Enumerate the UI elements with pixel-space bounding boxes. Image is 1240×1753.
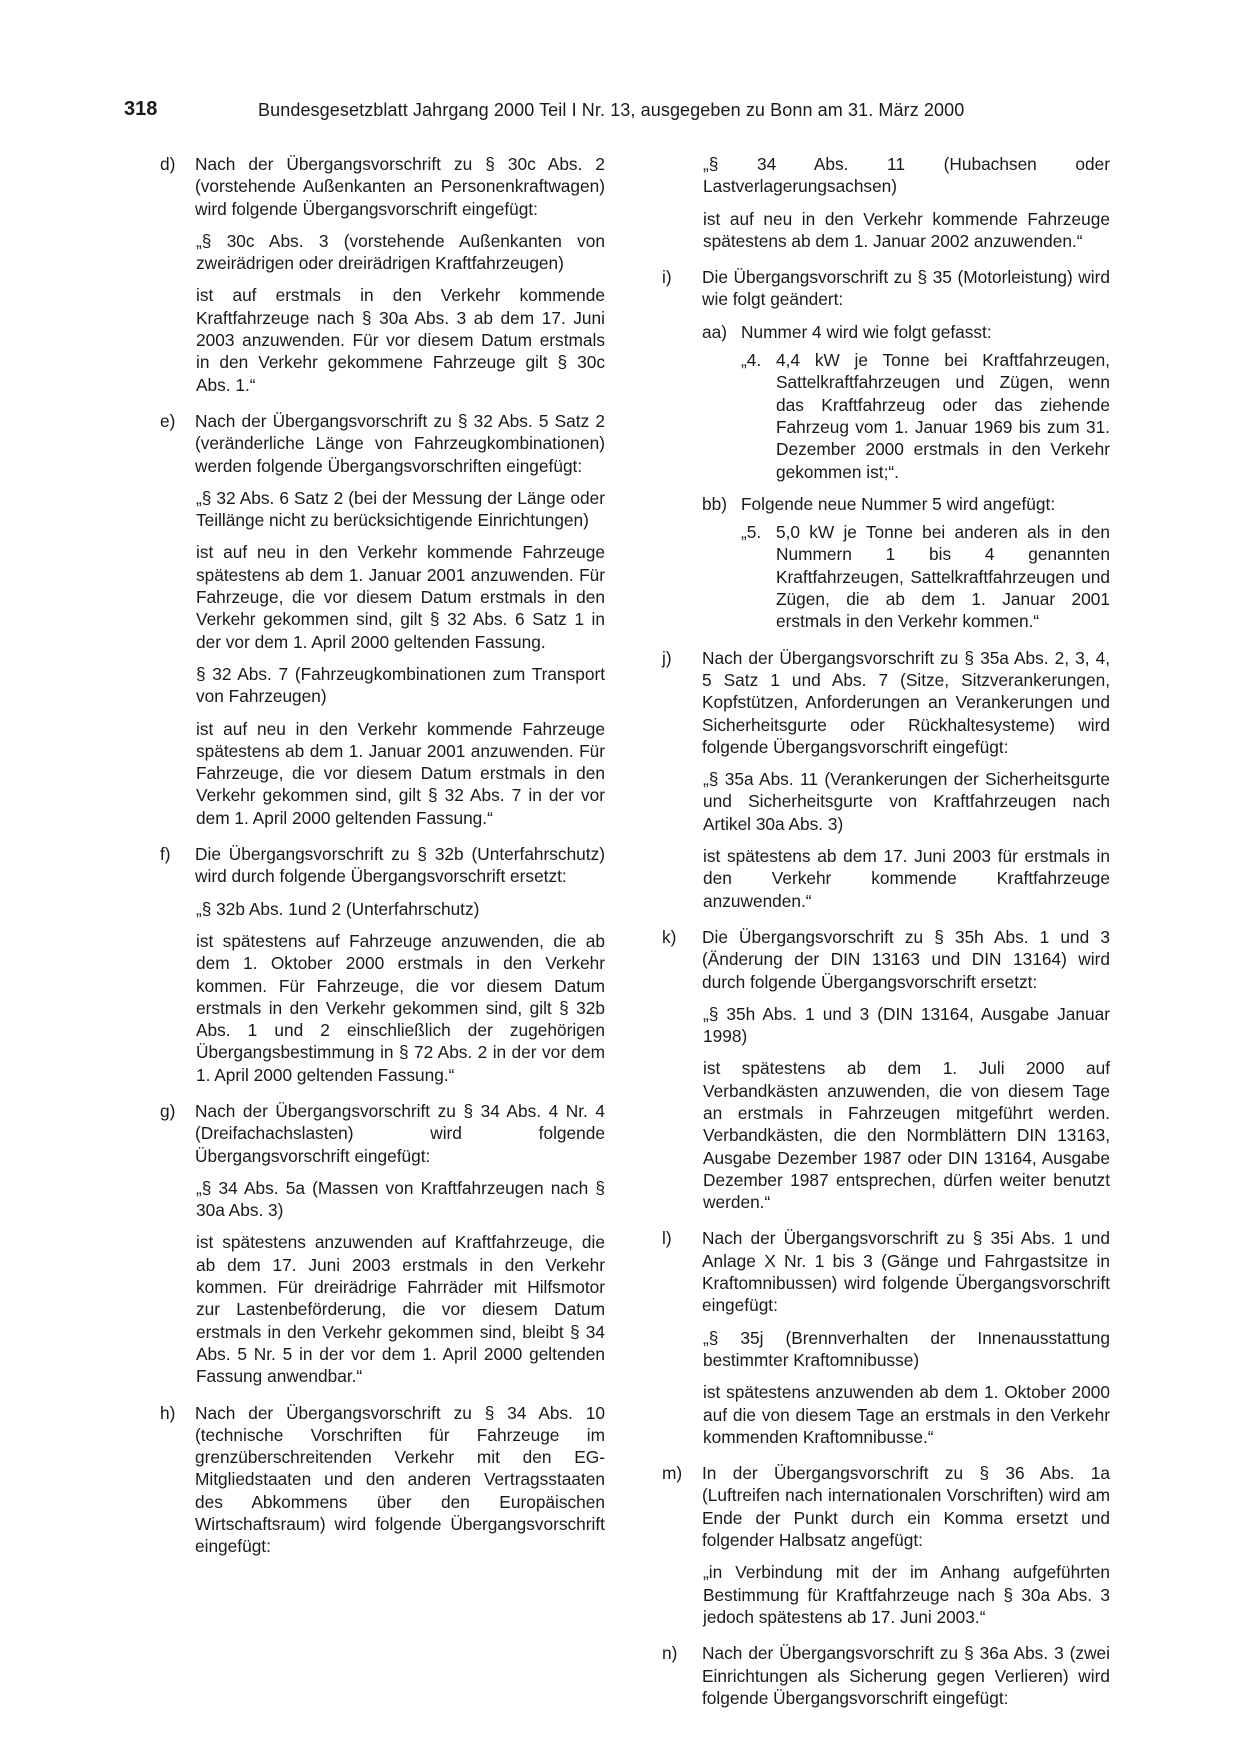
sub-item-aa bbox=[702, 321, 1110, 483]
item-i bbox=[662, 266, 1110, 632]
provision-text: ist spätestens anzuwenden ab dem 1. Oktober 2000 auf die von diesem Tage an erstmals in den Verkehr kommenden Kraftomnibusse.“ bbox=[703, 1382, 1110, 1447]
item-m bbox=[662, 1462, 1110, 1628]
quoted-heading: „§ 35a Abs. 11 (Verankerungen der Sicherheitsgurte und Sicherheitsgurte von Kraftfahrzeugen nach Artikel 30a Abs. 3) bbox=[703, 769, 1110, 834]
provision-text: ist spätestens ab dem 17. Juni 2003 für erstmals in den Verkehr kommende Kraftfahrzeuge anzuwenden.“ bbox=[703, 846, 1110, 911]
quoted-heading: „§ 34 Abs. 11 (Hubachsen oder Lastverlagerungsachsen) bbox=[703, 154, 1110, 197]
number-marker: „5. bbox=[741, 522, 762, 543]
item-letter: d) bbox=[160, 154, 176, 174]
quoted-heading: „§ 32 Abs. 6 Satz 2 (bei der Messung der Länge oder Teillänge nicht zu berücksichtigende Einrichtungen) bbox=[196, 487, 605, 531]
item-f bbox=[160, 843, 605, 1086]
item-l bbox=[662, 1227, 1110, 1448]
item-intro: Nach der Übergangsvorschrift zu § 32 Abs. 5 Satz 2 (veränderliche Länge von Fahrzeugkombinationen) werden folgende Übergangsvorschriften eingefügt: bbox=[195, 410, 605, 476]
item-g bbox=[160, 1100, 605, 1388]
item-j bbox=[662, 647, 1110, 912]
quoted-heading: § 32 Abs. 7 (Fahrzeugkombinationen zum Transport von Fahrzeugen) bbox=[196, 663, 605, 707]
provision-text: ist spätestens auf Fahrzeuge anzuwenden, die ab dem 1. Oktober 2000 erstmals in den Verkehr kommen. Für Fahrzeuge, die vor diesem Datum erstmals in den Verkehr gekommen sind, gilt § 32b Abs. 1 und 2 einschließlich der zugehörigen Übergangsbestimmung in § 72 Abs. 2 in der vor dem 1. April 2000 geltenden Fassung.“ bbox=[196, 930, 605, 1085]
left-column bbox=[160, 153, 605, 1572]
right-column bbox=[662, 153, 1110, 1723]
provision-text: ist auf neu in den Verkehr kommende Fahrzeuge spätestens ab dem 1. Januar 2001 anzuwenden. Für Fahrzeuge, die vor diesem Datum erstmals in den Verkehr gekommen sind, gilt § 32 Abs. 6 Satz 1 in der vor dem 1. April 2000 geltenden Fassung. bbox=[196, 542, 605, 652]
item-e bbox=[160, 410, 605, 829]
item-k bbox=[662, 926, 1110, 1214]
sub-item-text: Nummer 4 wird wie folgt gefasst: bbox=[741, 321, 992, 342]
item-letter: n) bbox=[662, 1643, 678, 1664]
quoted-number-5 bbox=[741, 521, 1110, 632]
quoted-heading: „§ 32b Abs. 1und 2 (Unterfahrschutz) bbox=[196, 898, 480, 919]
provision-text: ist auf neu in den Verkehr kommende Fahrzeuge spätestens ab dem 1. Januar 2001 anzuwenden. Für Fahrzeuge, die vor diesem Datum erstmals in den Verkehr gekommen sind, gilt § 32 Abs. 7 in der vor dem 1. April 2000 geltenden Fassung.“ bbox=[196, 718, 605, 828]
page-number: 318 bbox=[124, 98, 158, 120]
number-marker: „4. bbox=[741, 350, 762, 371]
quoted-text: „in Verbindung mit der im Anhang aufgeführten Bestimmung für Kraftfahrzeuge nach § 30a Abs. 3 jedoch spätestens ab 17. Juni 2003.“ bbox=[703, 1562, 1110, 1627]
item-intro: Nach der Übergangsvorschrift zu § 36a Abs. 3 (zwei Einrichtungen als Sicherung gegen Verlieren) wird folgende Übergangsvorschrift eingefügt: bbox=[702, 1643, 1110, 1708]
item-intro: In der Übergangsvorschrift zu § 36 Abs. 1a (Luftreifen nach internationalen Vorschriften) wird am Ende der Punkt durch ein Komma ersetzt und folgender Halbsatz angefügt: bbox=[702, 1463, 1110, 1551]
item-letter: h) bbox=[160, 1402, 176, 1423]
provision-text: ist auf neu in den Verkehr kommende Fahrzeuge spätestens ab dem 1. Januar 2002 anzuwenden.“ bbox=[703, 208, 1110, 251]
sub-item-text: Folgende neue Nummer 5 wird angefügt: bbox=[741, 493, 1056, 514]
item-intro: Nach der Übergangsvorschrift zu § 34 Abs. 10 (technische Vorschriften für Fahrzeuge im grenzüberschreitenden Verkehr mit den EG-Mitgliedstaaten und den anderen Vertragsstaaten des Abkommens über den Europäischen Wirtschaftsraum) wird folgende Übergangsvorschrift eingefügt: bbox=[195, 1402, 605, 1557]
item-letter: i) bbox=[662, 267, 672, 288]
item-letter: k) bbox=[662, 926, 677, 947]
item-letter: f) bbox=[160, 844, 171, 865]
item-d bbox=[160, 153, 605, 396]
item-letter: l) bbox=[662, 1228, 672, 1249]
item-letter: e) bbox=[160, 410, 176, 431]
item-intro: Nach der Übergangsvorschrift zu § 30c Abs. 2 (vorstehende Außenkanten an Personenkraftwagen) wird folgende Übergangsvorschrift eingefügt: bbox=[195, 154, 605, 219]
item-letter: g) bbox=[160, 1100, 176, 1121]
item-intro: Nach der Übergangsvorschrift zu § 35a Abs. 2, 3, 4, 5 Satz 1 und Abs. 7 (Sitze, Sitzverankerungen, Kopfstützen, Anforderungen an Verankerungen und Sicherheitsgurte oder Rückhaltesysteme) wird folgende Übergangsvorschrift eingefügt: bbox=[702, 647, 1110, 757]
quoted-heading: „§ 30c Abs. 3 (vorstehende Außenkanten von zweirädrigen oder dreirädrigen Kraftfahrzeugen) bbox=[196, 230, 605, 274]
quoted-number-text: 5,0 kW je Tonne bei anderen als in den Nummern 1 bis 4 genannten Kraftfahrzeugen, Sattelkraftfahrzeugen und Zügen, die ab dem 1. Januar 2001 erstmals in den Verkehr kommen.“ bbox=[776, 522, 1110, 632]
item-intro: Die Übergangsvorschrift zu § 35 (Motorleistung) wird wie folgt geändert: bbox=[702, 267, 1110, 310]
item-h-continued bbox=[662, 153, 1110, 252]
quoted-number-text: 4,4 kW je Tonne bei Kraftfahrzeugen, Sattelkraftfahrzeugen und Zügen, wenn das Kraftfahrzeug oder das ziehende Fahrzeug vom 1. Januar 1969 bis zum 31. Dezember 2000 erstmals in den Verkehr gekommen ist;“. bbox=[776, 350, 1110, 482]
sub-item-letter: bb) bbox=[702, 493, 727, 514]
item-letter: m) bbox=[662, 1463, 683, 1484]
quoted-heading: „§ 35h Abs. 1 und 3 (DIN 13164, Ausgabe Januar 1998) bbox=[703, 1003, 1110, 1047]
provision-text: ist auf erstmals in den Verkehr kommende Kraftfahrzeuge nach § 30a Abs. 3 ab dem 17. Juni 2003 anzuwenden. Für vor diesem Datum erstmals in den Verkehr gekommene Fahrzeuge gilt § 30c Abs. 1.“ bbox=[196, 285, 605, 395]
quoted-heading: „§ 34 Abs. 5a (Massen von Kraftfahrzeugen nach § 30a Abs. 3) bbox=[196, 1177, 605, 1221]
running-header: Bundesgesetzblatt Jahrgang 2000 Teil I Nr. 13, ausgegeben zu Bonn am 31. März 2000 bbox=[258, 100, 965, 120]
item-intro: Nach der Übergangsvorschrift zu § 35i Abs. 1 und Anlage X Nr. 1 bis 3 (Gänge und Fahrgastsitze in Kraftomnibussen) wird folgende Übergangsvorschrift eingefügt: bbox=[702, 1228, 1110, 1316]
quoted-number-4 bbox=[741, 349, 1110, 483]
quoted-heading: „§ 35j (Brennverhalten der Innenausstattung bestimmter Kraftomnibusse) bbox=[703, 1327, 1110, 1370]
item-intro: Die Übergangsvorschrift zu § 32b (Unterfahrschutz) wird durch folgende Übergangsvorschrift ersetzt: bbox=[195, 844, 605, 887]
item-letter: j) bbox=[662, 647, 672, 668]
item-h bbox=[160, 1402, 605, 1558]
sub-item-bb bbox=[702, 493, 1110, 633]
provision-text: ist spätestens anzuwenden auf Kraftfahrzeuge, die ab dem 17. Juni 2003 erstmals in den Verkehr kommen. Für dreirädrige Fahrräder mit Hilfsmotor zur Lastenbeförderung, die vor diesem Datum erstmals in den Verkehr gekommen sind, bleibt § 34 Abs. 5 Nr. 5 in der vor dem 1. April 2000 geltenden Fassung anwendbar.“ bbox=[196, 1232, 605, 1387]
item-intro: Nach der Übergangsvorschrift zu § 34 Abs. 4 Nr. 4 (Dreifachachslasten) wird folgende Übergangsvorschrift eingefügt: bbox=[195, 1100, 605, 1166]
item-n bbox=[662, 1642, 1110, 1709]
sub-item-letter: aa) bbox=[702, 321, 727, 342]
item-intro: Die Übergangsvorschrift zu § 35h Abs. 1 und 3 (Änderung der DIN 13163 und DIN 13164) wird durch folgende Übergangsvorschrift ersetzt: bbox=[702, 926, 1110, 992]
provision-text: ist spätestens ab dem 1. Juli 2000 auf Verbandkästen anzuwenden, die von diesem Tage an erstmals in Fahrzeugen mitgeführt werden. Verbandkästen, die den Normblättern DIN 13163, Ausgabe Dezember 1987 oder DIN 13164, Ausgabe Dezember 1987 entsprechen, dürfen weiter benutzt werden.“ bbox=[703, 1058, 1110, 1213]
